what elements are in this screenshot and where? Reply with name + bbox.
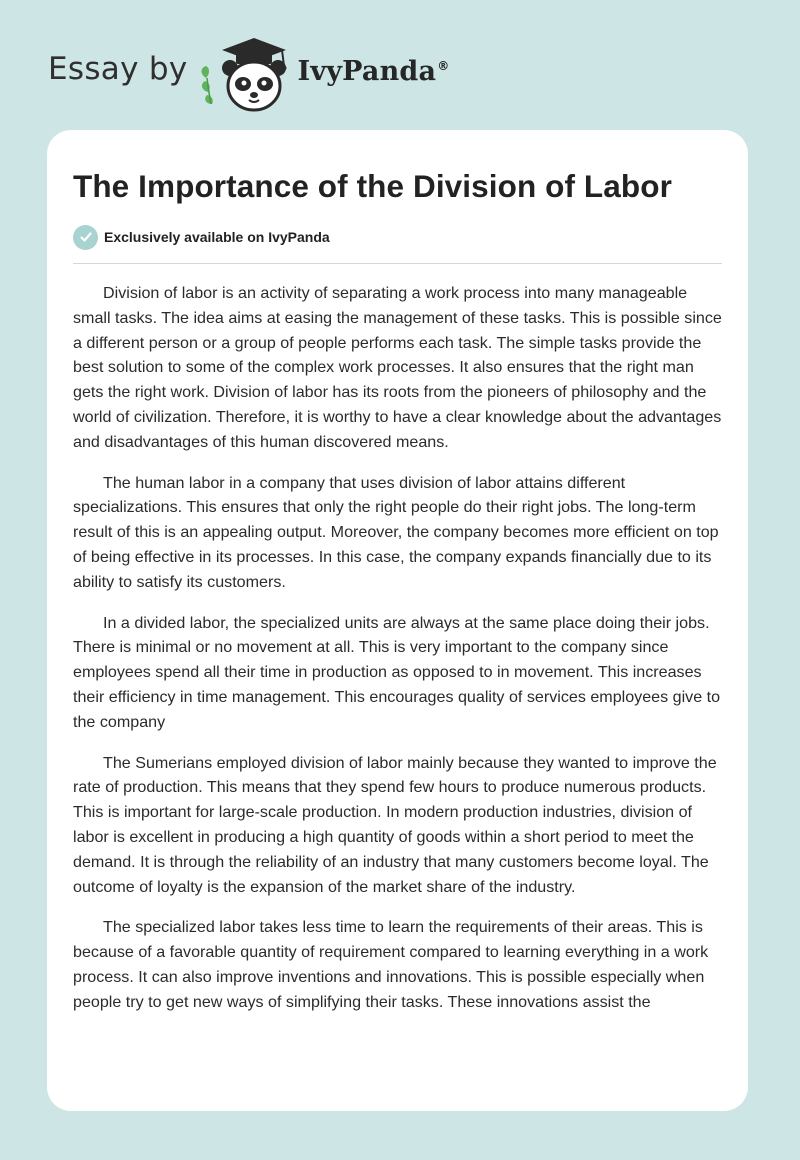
exclusive-label: Exclusively available on IvyPanda — [104, 229, 330, 245]
check-circle-icon — [73, 225, 98, 250]
divider — [73, 263, 722, 264]
essay-title: The Importance of the Division of Labor — [73, 168, 672, 204]
exclusive-badge — [73, 223, 722, 251]
brand-name — [298, 56, 450, 87]
paragraph: The specialized labor takes less time to learn the requirements of their areas. This is because of a favorable quantity of requirement compared to learning everything in a work process. It can also improve inventions and innovations. This is possible especially when people try to get new ways of simplifying their tasks. These innovations assist the — [73, 918, 709, 1011]
paragraph: Division of labor is an activity of separating a work process into many manageable small tasks. The idea aims at easing the management of these tasks. This is possible since a different person or a group of people performs each task. The simple tasks provide the best solution to some of the complex work processes. It also ensures that the right man gets the right work. Division of labor has its roots from the pioneers of philosophy and the world of civilization. Therefore, it is worthy to have a clear knowledge about the advantages and disadvantages of this human discovered means. — [73, 284, 722, 451]
paragraph: The Sumerians employed division of labor mainly because they wanted to improve the rate of production. This means that they spend few hours to produce numerous products. This is important for large-scale production. In modern production industries, division of labor is excellent in producing a high quantity of goods within a short period to meet the demand. It is through the reliability of an industry that many customers become loyal. The outcome of loyalty is the expansion of the market share of the industry. — [73, 753, 717, 896]
paragraph: In a divided labor, the specialized units are always at the same place doing their jobs. There is minimal or no movement at all. This is very important to the company since employees spend all their time in production as opposed to in movement. This increases their efficiency in time management. This encourages quality of services employees give to the company — [73, 613, 721, 731]
registered-mark: ® — [437, 58, 450, 73]
brand-name-text: IvyPanda — [297, 55, 437, 87]
paragraph: The human labor in a company that uses division of labor attains different specializations. This ensures that only the right people do their right jobs. The long-term result of this is an appealing output. Moreover, the company becomes more efficient on top of being effective in its processes. In this case, the company expands financially due to its ability to satisfy its customers. — [73, 473, 719, 591]
brand-prefix: Essay by — [48, 51, 188, 87]
brand-header[interactable] — [48, 34, 449, 114]
essay-body — [73, 281, 722, 1015]
panda-graduate-icon — [198, 34, 294, 114]
essay-card — [47, 130, 748, 1111]
